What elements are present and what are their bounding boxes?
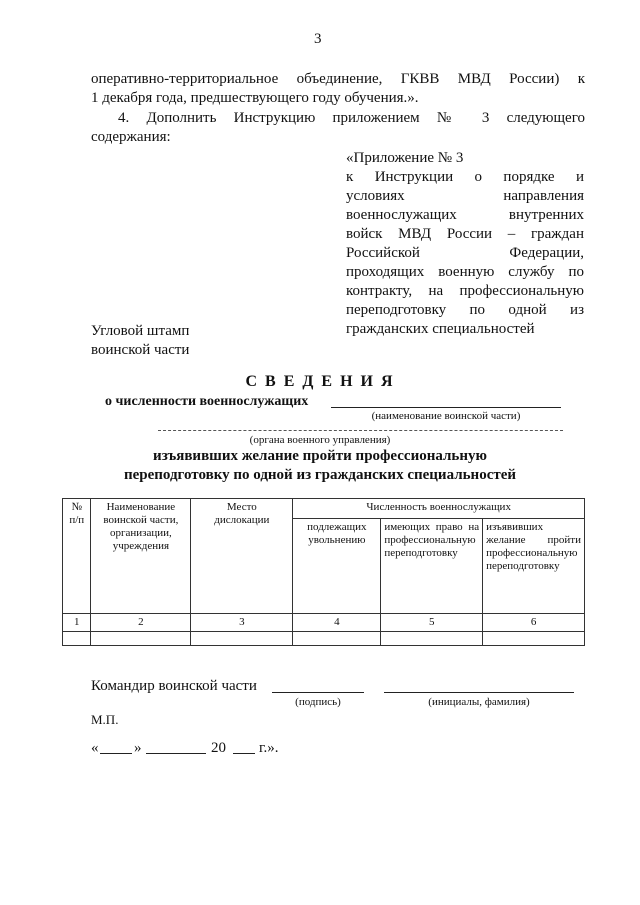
name-line: [384, 692, 574, 693]
column-number: 6: [483, 614, 585, 632]
date-close-quote: »: [134, 740, 142, 756]
appendix-line: условиях направления: [346, 188, 584, 204]
appendix-line: «Приложение № 3: [346, 150, 464, 166]
caption-unit: (наименование воинской части): [371, 410, 521, 422]
date-year-line: [233, 753, 255, 754]
item-4-line: 4. Дополнить Инструкцию приложением № 3 следующего: [118, 110, 585, 126]
date-month-line: [146, 753, 206, 754]
form-heading-line: переподготовку по одной из гражданских специальностей: [123, 467, 517, 483]
form-title: С В Е Д Е Н И Я: [245, 373, 395, 390]
col-header-name: Наименование воинской части, организации, учреждения: [91, 499, 191, 614]
table-cell: [483, 632, 585, 646]
appendix-line: войск МВД России – граждан: [346, 226, 584, 242]
sub-header-entitled: имеющих право на профессиональную переподготовку: [381, 519, 483, 614]
form-heading-line: изъявивших желание пройти профессиональную: [153, 448, 487, 464]
appendix-line: контракту, на профессиональную: [346, 283, 584, 299]
caption-signature: (подпись): [295, 696, 341, 708]
sub-header-willing: изъявивших желание пройти профессиональную переподготовку: [483, 519, 585, 614]
item-4-line: содержания:: [91, 129, 171, 145]
date-year-prefix: 20: [211, 740, 226, 756]
col-header-group: Численность военнослужащих: [293, 499, 585, 519]
signature-line: [272, 692, 364, 693]
personnel-table: [62, 498, 585, 646]
form-subtitle: о численности военнослужащих: [105, 394, 309, 409]
column-number: 5: [381, 614, 483, 632]
date-suffix: г.».: [259, 740, 279, 756]
column-number: 1: [63, 614, 91, 632]
page-number: 3: [314, 31, 322, 47]
appendix-line: к Инструкции о порядке и: [346, 169, 584, 185]
unit-name-line: [331, 407, 561, 408]
caption-name: (инициалы, фамилия): [428, 696, 530, 708]
table-cell: [63, 632, 91, 646]
table-cell: [191, 632, 293, 646]
appendix-line: проходящих военную службу по: [346, 264, 584, 280]
table-cell: [293, 632, 381, 646]
caption-authority: (органа военного управления): [249, 434, 391, 446]
col-header-place: Место дислокации: [191, 499, 293, 614]
column-number: 2: [91, 614, 191, 632]
paragraph-line: оперативно-территориальное объединение, ГКВВ МВД России) к: [91, 71, 585, 87]
appendix-line: военнослужащих внутренних: [346, 207, 584, 223]
col-header-number: № п/п: [63, 499, 91, 614]
appendix-line: переподготовку по одной из: [346, 302, 584, 318]
date-open-quote: «: [91, 740, 99, 756]
date-day-line: [100, 753, 132, 754]
corner-stamp-label: Угловой штамп: [91, 323, 190, 339]
column-number: 4: [293, 614, 381, 632]
corner-stamp-label: воинской части: [91, 342, 190, 358]
table-cell: [381, 632, 483, 646]
commander-label: Командир воинской части: [91, 678, 257, 694]
sub-header-discharge: подлежащих увольнению: [293, 519, 381, 614]
column-number: 3: [191, 614, 293, 632]
authority-line: [158, 430, 563, 431]
appendix-line: гражданских специальностей: [346, 321, 535, 337]
paragraph-line: 1 декабря года, предшествующего году обучения.».: [91, 90, 419, 106]
seal-label: М.П.: [91, 712, 119, 727]
appendix-line: Российской Федерации,: [346, 245, 584, 261]
table-cell: [91, 632, 191, 646]
